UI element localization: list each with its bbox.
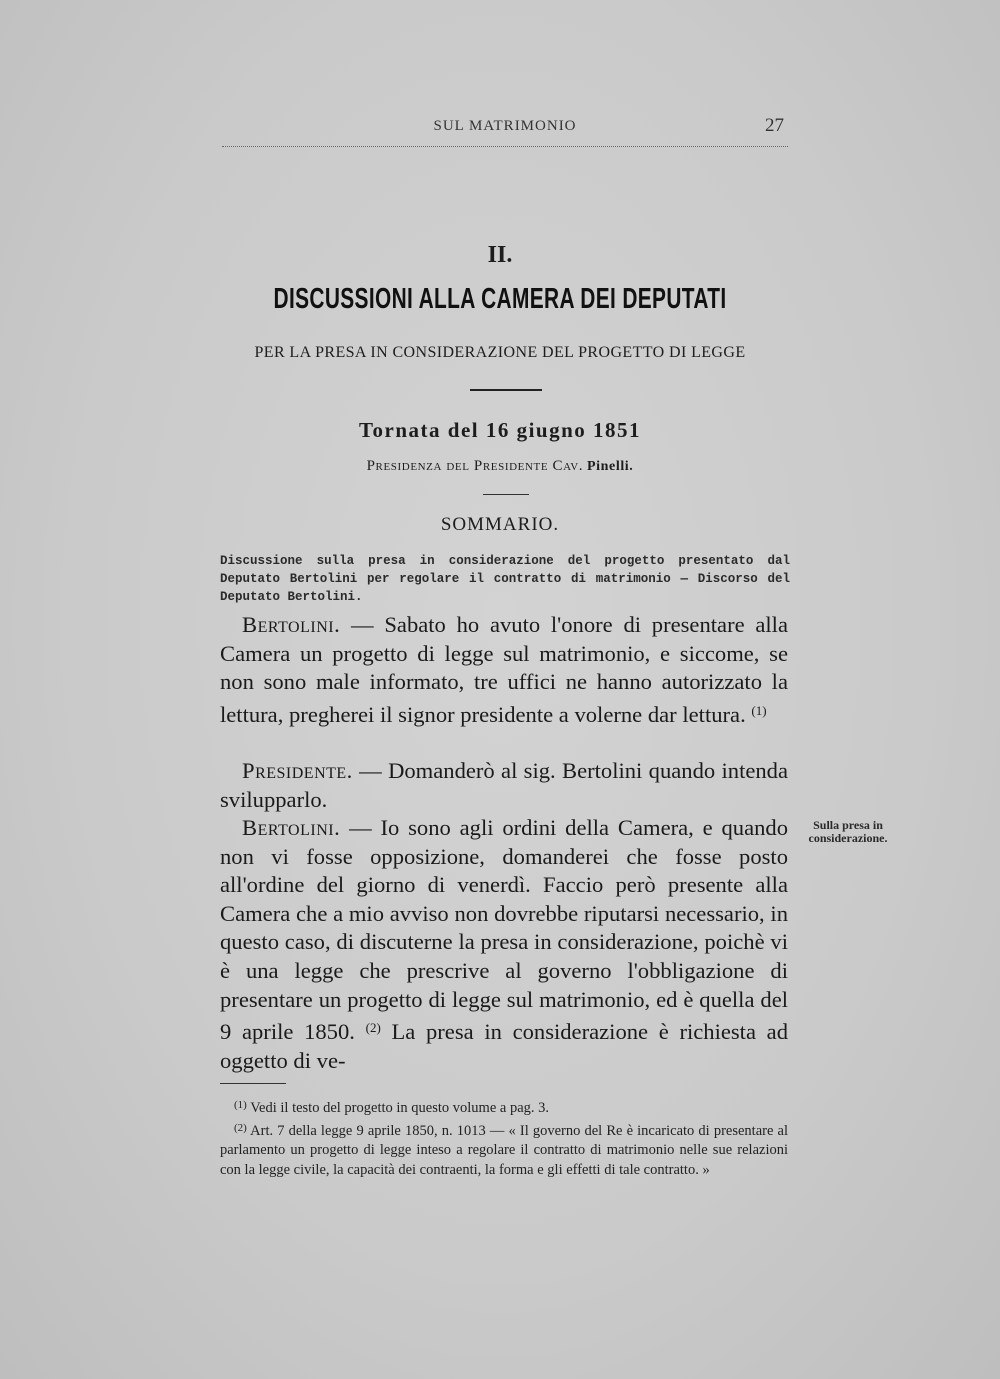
running-head-rule bbox=[222, 146, 788, 147]
speech-text: — Sabato ho avuto l'onore di presentare alla Camera un progetto di legge sul matrimonio, e siccome, se non sono male informato, tre uffici ne hanno autorizzato la lettura, pregherei il signor presidente a volerne dar lettura. bbox=[220, 612, 788, 727]
summary-text: Discussione sulla presa in considerazione del progetto presentato dal Deputato Bertolini per regolare il contratto di matrimonio — Discorso del Deputato Bertolini. bbox=[220, 554, 790, 604]
session-divider bbox=[483, 494, 529, 495]
footnote-number: (1) bbox=[234, 1099, 247, 1111]
title-divider bbox=[470, 389, 542, 391]
speaker-name: Presidente. bbox=[242, 758, 353, 783]
speech-paragraph bbox=[220, 814, 788, 1075]
footnote-rule bbox=[220, 1083, 286, 1084]
footnote-number: (2) bbox=[234, 1121, 247, 1134]
footnote-ref: (1) bbox=[751, 702, 767, 718]
running-head bbox=[220, 115, 790, 140]
page-number: 27 bbox=[765, 115, 784, 136]
session-title: Tornata del 16 giugno 1851 bbox=[358, 418, 642, 442]
speech-text: — Io sono agli ordini della Camera, e quando non vi fosse opposizione, domanderei che fosse posto all'ordine del giorno di venerdì. Faccio però presente alla Camera che a mio avviso non dovrebbe riputarsi necessario, in questo caso, di discuterne la presa in considerazione, poichè vi è una legge che prescrive al governo l'obbligazione di presentare un progetto di legge sul matrimonio, ed è quella del 9 aprile 1850. bbox=[220, 815, 788, 1045]
summary-heading: SOMMARIO. bbox=[440, 514, 560, 535]
footnotes bbox=[220, 1096, 788, 1180]
footnote-text: Vedi il testo del progetto in questo volume a pag. 3. bbox=[246, 1100, 549, 1116]
margin-note-line: Sulla presa in bbox=[813, 818, 883, 832]
section-numeral: II. bbox=[487, 242, 513, 268]
speech-paragraph bbox=[220, 611, 788, 729]
speech-paragraph bbox=[220, 757, 788, 814]
speaker-name: Bertolini. bbox=[242, 815, 341, 840]
presidency-name: Pinelli. bbox=[586, 459, 634, 474]
speech-text-continued: La presa in considerazione è richiesta ad oggetto di ve- bbox=[220, 1019, 788, 1073]
running-head-title: SUL MATRIMONIO bbox=[433, 118, 577, 134]
section-title: DISCUSSIONI ALLA CAMERA DEI DEPUTATI bbox=[273, 283, 727, 315]
speaker-name: Bertolini. bbox=[242, 612, 341, 637]
margin-note bbox=[798, 819, 898, 845]
footnote-ref: (2) bbox=[365, 1020, 381, 1036]
margin-note-line: considerazione. bbox=[808, 831, 888, 845]
footnote bbox=[220, 1119, 788, 1181]
footnote-text: Art. 7 della legge 9 aprile 1850, n. 1013 — « Il governo del Re è incaricato di presentare al parlamento un progetto di legge inteso a regolare il contratto di matrimonio nelle sue relazioni con la legge civile, la capacità dei contraenti, la forma e gli effetti di tale contratto. » bbox=[220, 1122, 788, 1178]
speech-text: — Domanderò al sig. Bertolini quando intenda svilupparlo. bbox=[220, 758, 788, 812]
footnote bbox=[220, 1096, 788, 1119]
presidency-prefix: Presidenza del Presidente Cav. bbox=[366, 458, 584, 474]
presidency-line bbox=[0, 458, 1000, 475]
section-subtitle: PER LA PRESA IN CONSIDERAZIONE DEL PROGETTO DI LEGGE bbox=[254, 344, 746, 361]
